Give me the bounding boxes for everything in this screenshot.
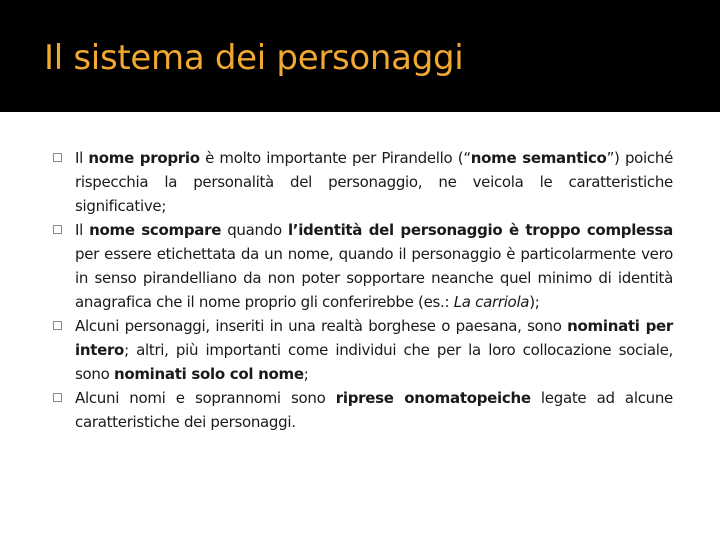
bullet-text: ; <box>303 365 309 383</box>
bullet-text: Alcuni personaggi, inseriti in una realtà borghese o paesana, sono <box>75 317 568 335</box>
slide-title: Il sistema dei personaggi <box>44 38 464 78</box>
bullet-bold-text: nominati solo col nome <box>113 365 304 383</box>
bullet-text: legate ad alcune caratteristiche dei personaggi. <box>75 389 673 431</box>
bullet-bold-text: riprese onomatopeiche <box>335 389 531 407</box>
square-outline-icon <box>53 321 62 330</box>
bullet-text: è molto importante per Pirandello (“ <box>199 149 471 167</box>
bullet-text: quando <box>221 221 288 239</box>
bullet-text: ; altri, più importanti come individui che per la loro collocazione sociale, sono <box>75 341 673 383</box>
bullet-bold-text: nominati per intero <box>75 317 673 359</box>
square-outline-icon <box>53 153 62 162</box>
bullet-item-nome-proprio <box>75 146 673 218</box>
bullet-text: Il <box>75 221 90 239</box>
bullet-text: ”) poiché rispecchia la personalità del personaggio, ne veicola le caratteristiche significative; <box>75 149 674 215</box>
title-bar <box>0 0 720 112</box>
square-outline-icon <box>53 225 62 234</box>
bullet-italic-text: La carriola <box>453 293 530 311</box>
bullet-text: per essere etichettata da un nome, quando il personaggio è particolarmente vero in senso pirandelliano da non poter sopportare neanche quel minimo di identità anagrafica che il nome proprio gli conferirebbe (es.: <box>75 245 673 311</box>
bullet-text: ); <box>529 293 540 311</box>
bullet-item-soprannomi <box>75 386 673 434</box>
bullet-item-nominati <box>75 314 673 386</box>
bullet-item-nome-scompare <box>75 218 673 314</box>
bullet-bold-text: nome semantico <box>470 149 607 167</box>
bullet-bold-text: l’identità del personaggio è troppo complessa <box>287 221 674 239</box>
bullet-bold-text: nome proprio <box>88 149 200 167</box>
bullet-list <box>75 146 673 434</box>
square-outline-icon <box>53 393 62 402</box>
bullet-text: Il <box>75 149 89 167</box>
bullet-bold-text: nome scompare <box>89 221 222 239</box>
bullet-text: Alcuni nomi e soprannomi sono <box>75 389 336 407</box>
